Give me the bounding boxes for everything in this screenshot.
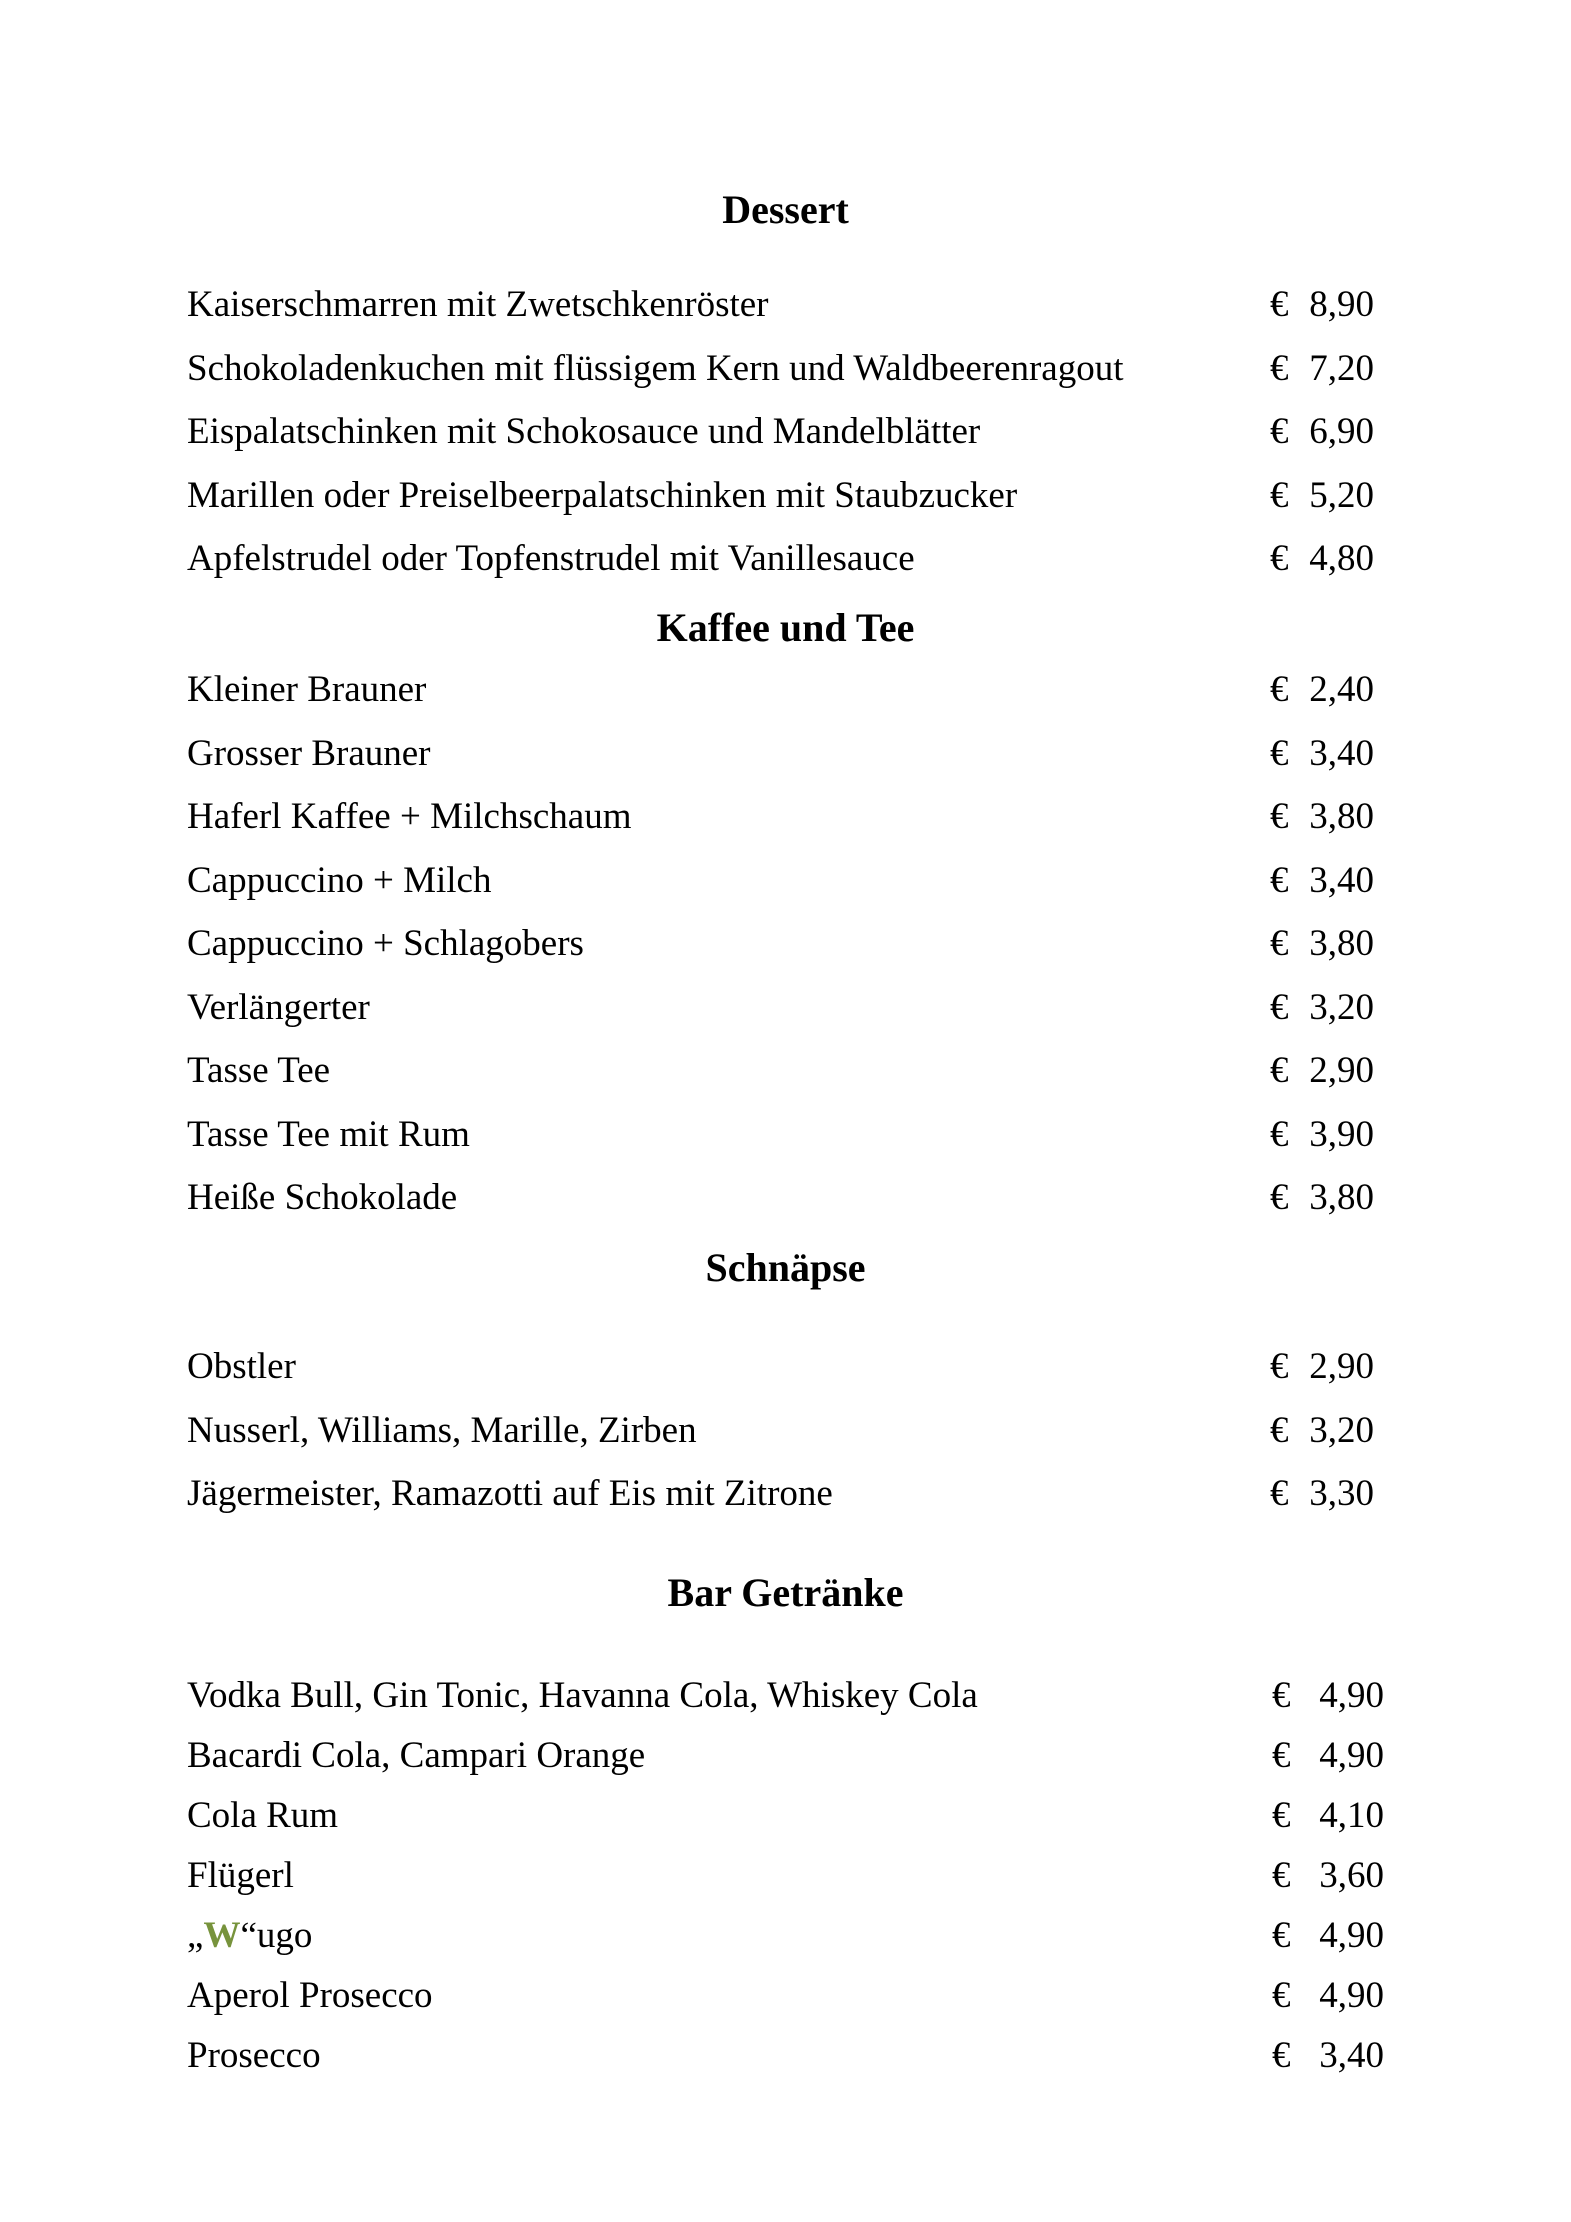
menu-item-row: [187, 668, 1374, 712]
menu-item-name: Heiße Schokolade: [187, 1177, 458, 1218]
menu-item-row: [187, 859, 1374, 903]
menu-item-name: Tasse Tee: [187, 1050, 331, 1091]
currency-symbol: €: [1272, 1915, 1291, 1956]
menu-item-name-part: “ugo: [240, 1915, 313, 1956]
menu-item-row: [187, 922, 1374, 966]
menu-item-row: [187, 986, 1374, 1030]
menu-item-name: Bacardi Cola, Campari Orange: [187, 1735, 646, 1776]
price-value: 3,40: [1309, 733, 1374, 774]
menu-item-name: Kleiner Brauner: [187, 669, 427, 710]
price-value: 3,90: [1309, 1114, 1374, 1155]
currency-symbol: €: [1270, 796, 1289, 837]
menu-item-name: Verlängerter: [187, 987, 370, 1028]
menu-item-name: Flügerl: [187, 1855, 294, 1896]
menu-item-name: Cola Rum: [187, 1795, 339, 1836]
currency-symbol: €: [1270, 1410, 1289, 1451]
price-value: 3,80: [1309, 796, 1374, 837]
section-title-schn-pse: Schnäpse: [705, 1245, 866, 1290]
menu-item-row: [187, 1049, 1374, 1093]
menu-item-row: [187, 1914, 1384, 1958]
currency-symbol: €: [1272, 2035, 1291, 2076]
menu-item-name: Kaiserschmarren mit Zwetschkenröster: [187, 284, 769, 325]
currency-symbol: €: [1270, 411, 1289, 452]
menu-item-row: [187, 410, 1374, 454]
currency-symbol: €: [1270, 538, 1289, 579]
menu-item-name: Nusserl, Williams, Marille, Zirben: [187, 1410, 697, 1451]
currency-symbol: €: [1270, 1473, 1289, 1514]
price-value: 3,20: [1309, 987, 1374, 1028]
currency-symbol: €: [1272, 1735, 1291, 1776]
menu-item-name: Obstler: [187, 1346, 296, 1387]
menu-item-name: Prosecco: [187, 2035, 321, 2076]
currency-symbol: €: [1270, 733, 1289, 774]
menu-item-row: [187, 732, 1374, 776]
price-value: 7,20: [1309, 348, 1374, 389]
currency-symbol: €: [1270, 1114, 1289, 1155]
menu-item-name: Cappuccino + Schlagobers: [187, 923, 584, 964]
currency-symbol: €: [1270, 348, 1289, 389]
currency-symbol: €: [1272, 1675, 1291, 1716]
menu-item-name-part: „: [187, 1915, 204, 1956]
price-value: 4,90: [1319, 1735, 1384, 1776]
price-value: 3,20: [1309, 1410, 1374, 1451]
menu-item-row: [187, 474, 1374, 518]
currency-symbol: €: [1270, 923, 1289, 964]
menu-item-row: [187, 537, 1374, 581]
menu-item-name: Tasse Tee mit Rum: [187, 1114, 470, 1155]
menu-item-row: [187, 1113, 1374, 1157]
menu-item-name: Cappuccino + Milch: [187, 860, 492, 901]
menu-item-row: [187, 1674, 1384, 1718]
currency-symbol: €: [1270, 860, 1289, 901]
menu-item-name: Vodka Bull, Gin Tonic, Havanna Cola, Whiskey Cola: [187, 1675, 978, 1716]
section-title-bar-getr-nke: Bar Getränke: [667, 1570, 904, 1615]
menu-item-row: [187, 1409, 1374, 1453]
currency-symbol: €: [1272, 1855, 1291, 1896]
price-value: 3,40: [1319, 2035, 1384, 2076]
menu-item-row: [187, 1794, 1384, 1838]
menu-item-row: [187, 1854, 1384, 1898]
price-value: 3,80: [1309, 1177, 1374, 1218]
menu-item-row: [187, 1176, 1374, 1220]
price-value: 4,90: [1319, 1675, 1384, 1716]
section-title-dessert: Dessert: [722, 187, 849, 232]
price-value: 4,90: [1319, 1975, 1384, 2016]
price-value: 2,90: [1309, 1346, 1374, 1387]
currency-symbol: €: [1270, 669, 1289, 710]
menu-item-row: [187, 1734, 1384, 1778]
section-title-kaffee-und-tee: Kaffee und Tee: [656, 605, 915, 650]
price-value: 3,30: [1309, 1473, 1374, 1514]
currency-symbol: €: [1270, 1346, 1289, 1387]
price-value: 3,40: [1309, 860, 1374, 901]
menu-item-row: [187, 2034, 1384, 2078]
price-value: 2,90: [1309, 1050, 1374, 1091]
menu-item-row: [187, 1345, 1374, 1389]
menu-item-row: [187, 1472, 1374, 1516]
menu-item-name-highlight: W: [203, 1915, 241, 1956]
price-value: 3,60: [1319, 1855, 1384, 1896]
menu-item-row: [187, 1974, 1384, 2018]
menu-item-name: Eispalatschinken mit Schokosauce und Mandelblätter: [187, 411, 981, 452]
currency-symbol: €: [1270, 284, 1289, 325]
menu-item-name: Aperol Prosecco: [187, 1975, 433, 2016]
currency-symbol: €: [1272, 1975, 1291, 2016]
price-value: 3,80: [1309, 923, 1374, 964]
currency-symbol: €: [1272, 1795, 1291, 1836]
menu-item-name: Haferl Kaffee + Milchschaum: [187, 796, 632, 837]
currency-symbol: €: [1270, 475, 1289, 516]
price-value: 6,90: [1309, 411, 1374, 452]
menu-item-name: Schokoladenkuchen mit flüssigem Kern und Waldbeerenragout: [187, 348, 1124, 389]
price-value: 2,40: [1309, 669, 1374, 710]
price-value: 5,20: [1309, 475, 1374, 516]
currency-symbol: €: [1270, 1177, 1289, 1218]
currency-symbol: €: [1270, 1050, 1289, 1091]
menu-item-name: Grosser Brauner: [187, 733, 431, 774]
currency-symbol: €: [1270, 987, 1289, 1028]
menu-item-row: [187, 283, 1374, 327]
menu-item-row: [187, 795, 1374, 839]
menu-item-row: [187, 347, 1374, 391]
price-value: 8,90: [1309, 284, 1374, 325]
menu-item-name: Marillen oder Preiselbeerpalatschinken mit Staubzucker: [187, 475, 1018, 516]
price-value: 4,10: [1319, 1795, 1384, 1836]
price-value: 4,80: [1309, 538, 1374, 579]
menu-item-name: Apfelstrudel oder Topfenstrudel mit Vanillesauce: [187, 538, 915, 579]
price-value: 4,90: [1319, 1915, 1384, 1956]
menu-item-name: [187, 1914, 312, 1958]
menu-item-name: Jägermeister, Ramazotti auf Eis mit Zitrone: [187, 1473, 833, 1514]
